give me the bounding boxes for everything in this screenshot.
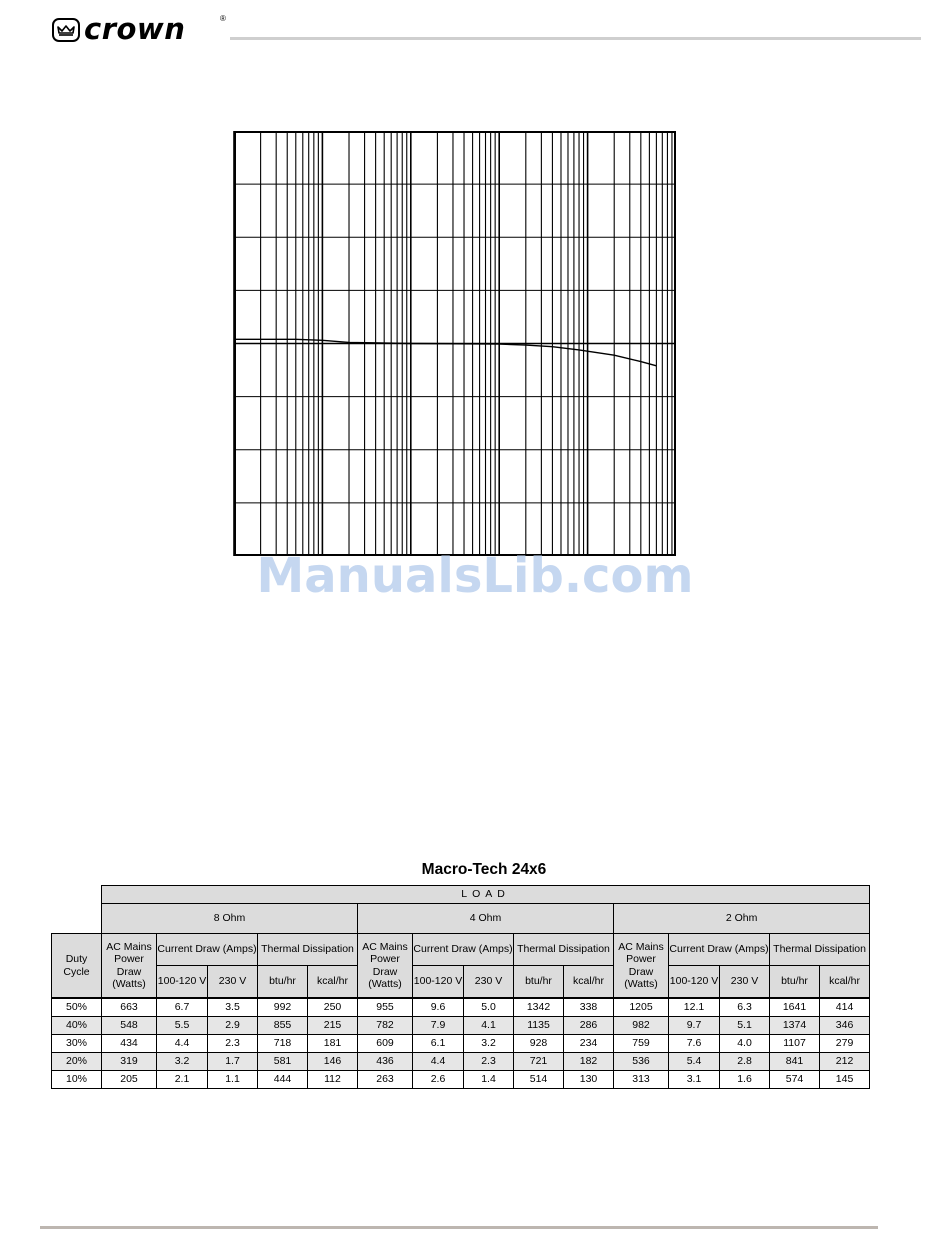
value-cell: 5.1 (720, 1017, 770, 1035)
value-cell: 3.5 (208, 998, 258, 1017)
load-header: LOAD (102, 886, 870, 904)
value-cell: 1.4 (464, 1071, 514, 1089)
value-cell: 286 (564, 1017, 614, 1035)
value-cell: 436 (358, 1053, 413, 1071)
value-cell: 4.4 (413, 1053, 464, 1071)
value-cell: 4.4 (157, 1035, 208, 1053)
sub-header: btu/hr (514, 966, 564, 999)
sub-header: btu/hr (258, 966, 308, 999)
value-cell: 514 (514, 1071, 564, 1089)
value-cell: 12.1 (669, 998, 720, 1017)
sub-header: 230 V (464, 966, 514, 999)
value-cell: 319 (102, 1053, 157, 1071)
sub-header: 230 V (720, 966, 770, 999)
value-cell: 6.3 (720, 998, 770, 1017)
table-title: Macro-Tech 24x6 (421, 861, 547, 878)
duty-cycle-header: Duty Cycle (52, 934, 102, 999)
value-cell: 212 (820, 1053, 870, 1071)
value-cell: 5.4 (669, 1053, 720, 1071)
value-cell: 414 (820, 998, 870, 1017)
value-cell: 234 (564, 1035, 614, 1053)
duty-cycle-cell: 50% (52, 998, 102, 1017)
value-cell: 346 (820, 1017, 870, 1035)
value-cell: 7.6 (669, 1035, 720, 1053)
duty-cycle-cell: 20% (52, 1053, 102, 1071)
sub-header: 230 V (208, 966, 258, 999)
sub-header: kcal/hr (308, 966, 358, 999)
value-cell: 181 (308, 1035, 358, 1053)
value-cell: 434 (102, 1035, 157, 1053)
value-cell: 205 (102, 1071, 157, 1089)
table-row (52, 1071, 870, 1089)
value-cell: 609 (358, 1035, 413, 1053)
registered-mark: ® (220, 14, 226, 23)
impedance-header: 2 Ohm (614, 904, 870, 934)
ac-mains-header: AC Mains Power Draw (Watts) (614, 934, 669, 999)
value-cell: 3.2 (464, 1035, 514, 1053)
table-body (52, 998, 870, 1089)
table-row (52, 1053, 870, 1071)
duty-cycle-cell: 40% (52, 1017, 102, 1035)
duty-cycle-cell: 30% (52, 1035, 102, 1053)
ac-mains-header: AC Mains Power Draw (Watts) (102, 934, 157, 999)
value-cell: 3.1 (669, 1071, 720, 1089)
impedance-header: 8 Ohm (102, 904, 358, 934)
value-cell: 663 (102, 998, 157, 1017)
value-cell: 1.1 (208, 1071, 258, 1089)
value-cell: 955 (358, 998, 413, 1017)
value-cell: 2.9 (208, 1017, 258, 1035)
duty-cycle-cell: 10% (52, 1071, 102, 1089)
watermark: ManualsLib.com (256, 548, 694, 604)
value-cell: 5.0 (464, 998, 514, 1017)
value-cell: 1342 (514, 998, 564, 1017)
value-cell: 982 (614, 1017, 669, 1035)
current-draw-header: Current Draw (Amps) (669, 934, 770, 966)
frequency-response-graph (234, 131, 676, 556)
value-cell: 263 (358, 1071, 413, 1089)
value-cell: 130 (564, 1071, 614, 1089)
crown-logo (52, 12, 228, 46)
sub-header: kcal/hr (564, 966, 614, 999)
value-cell: 1135 (514, 1017, 564, 1035)
value-cell: 112 (308, 1071, 358, 1089)
value-cell: 2.3 (208, 1035, 258, 1053)
value-cell: 215 (308, 1017, 358, 1035)
value-cell: 6.1 (413, 1035, 464, 1053)
value-cell: 928 (514, 1035, 564, 1053)
crown-icon (57, 24, 75, 36)
thermal-header: Thermal Dissipation (514, 934, 614, 966)
sub-header: btu/hr (770, 966, 820, 999)
sub-header: 100-120 V (669, 966, 720, 999)
value-cell: 1.7 (208, 1053, 258, 1071)
value-cell: 2.3 (464, 1053, 514, 1071)
value-cell: 279 (820, 1035, 870, 1053)
thermal-header: Thermal Dissipation (770, 934, 870, 966)
value-cell: 250 (308, 998, 358, 1017)
value-cell: 1641 (770, 998, 820, 1017)
current-draw-header: Current Draw (Amps) (157, 934, 258, 966)
value-cell: 1205 (614, 998, 669, 1017)
value-cell: 1107 (770, 1035, 820, 1053)
thermal-header: Thermal Dissipation (258, 934, 358, 966)
value-cell: 4.1 (464, 1017, 514, 1035)
sub-header: 100-120 V (413, 966, 464, 999)
value-cell: 444 (258, 1071, 308, 1089)
table-row (52, 998, 870, 1017)
value-cell: 718 (258, 1035, 308, 1053)
value-cell: 1.6 (720, 1071, 770, 1089)
value-cell: 574 (770, 1071, 820, 1089)
value-cell: 2.8 (720, 1053, 770, 1071)
current-draw-header: Current Draw (Amps) (413, 934, 514, 966)
header-rule (230, 37, 921, 40)
value-cell: 548 (102, 1017, 157, 1035)
ac-mains-header: AC Mains Power Draw (Watts) (358, 934, 413, 999)
impedance-header: 4 Ohm (358, 904, 614, 934)
value-cell: 759 (614, 1035, 669, 1053)
value-cell: 721 (514, 1053, 564, 1071)
value-cell: 9.6 (413, 998, 464, 1017)
brand-wordmark: crown (84, 12, 186, 46)
sub-header: kcal/hr (820, 966, 870, 999)
value-cell: 855 (258, 1017, 308, 1035)
value-cell: 313 (614, 1071, 669, 1089)
crown-badge-icon (52, 18, 80, 42)
value-cell: 841 (770, 1053, 820, 1071)
value-cell: 182 (564, 1053, 614, 1071)
value-cell: 992 (258, 998, 308, 1017)
value-cell: 536 (614, 1053, 669, 1071)
value-cell: 1374 (770, 1017, 820, 1035)
sub-header: 100-120 V (157, 966, 208, 999)
value-cell: 9.7 (669, 1017, 720, 1035)
value-cell: 146 (308, 1053, 358, 1071)
value-cell: 581 (258, 1053, 308, 1071)
value-cell: 3.2 (157, 1053, 208, 1071)
value-cell: 145 (820, 1071, 870, 1089)
value-cell: 2.6 (413, 1071, 464, 1089)
value-cell: 7.9 (413, 1017, 464, 1035)
value-cell: 5.5 (157, 1017, 208, 1035)
value-cell: 4.0 (720, 1035, 770, 1053)
value-cell: 2.1 (157, 1071, 208, 1089)
value-cell: 6.7 (157, 998, 208, 1017)
value-cell: 782 (358, 1017, 413, 1035)
table-row (52, 1035, 870, 1053)
table-row (52, 1017, 870, 1035)
footer-rule (40, 1226, 878, 1229)
duty-cycle-table (51, 885, 870, 1089)
value-cell: 338 (564, 998, 614, 1017)
